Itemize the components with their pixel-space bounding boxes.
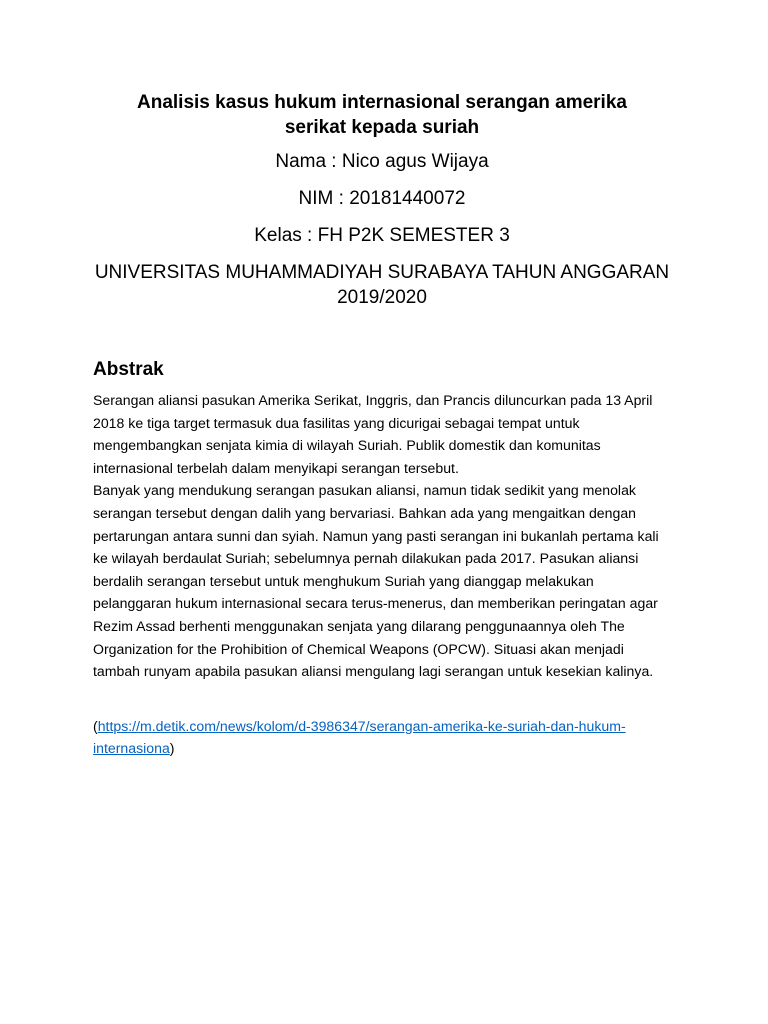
abstract-paragraph-2: Banyak yang mendukung serangan pasukan aliansi, namun tidak sedikit yang menolak serangan tersebut dengan dalih yang bervariasi. Bahkan ada yang mengaitkan dengan pertarungan antara sunni dan syiah. Namun yang pasti serangan ini bukanlah pertama kali ke wilayah berdaulat Suriah; sebelumnya pernah dilakukan pada 2017. Pasukan aliansi berdalih serangan tersebut untuk menghukum Suriah yang dianggap melakukan pelanggaran hukum internasional secara terus-menerus, dan memberikan peringatan agar Rezim Assad berhenti menggunakan senjata yang dilarang penggunaannya oleh The Organization for the Prohibition of Chemical Weapons (OPCW). Situasi akan menjadi tambah runyam apabila pasukan aliansi mengulang lagi serangan untuk kesekian kalinya. xyxy=(93,482,659,680)
author-name-line: Nama : Nico agus Wijaya xyxy=(275,151,489,172)
abstract-paragraph-1: Serangan aliansi pasukan Amerika Serikat, Inggris, dan Prancis diluncurkan pada 13 April 2018 ke tiga target termasuk dua fasilitas yang dicurigai sebagai tempat untuk mengembangkan senjata kimia di wilayah Suriah. Publik domestik dan komunitas internasional terbelah dalam menyikapi serangan tersebut. xyxy=(93,392,653,476)
class-line: Kelas : FH P2K SEMESTER 3 xyxy=(254,225,510,246)
reference-link[interactable]: https://m.detik.com/news/kolom/d-3986347/serangan-amerika-ke-suriah-dan-hukum-internasiona xyxy=(93,717,626,757)
reference-citation xyxy=(93,715,671,760)
title-block xyxy=(93,90,671,310)
reference-open-paren: ( xyxy=(93,717,98,734)
reference-close-paren: ) xyxy=(169,740,175,757)
abstract-body xyxy=(93,389,671,683)
student-id-line: NIM : 20181440072 xyxy=(298,188,466,209)
university-line: UNIVERSITAS MUHAMMADIYAH SURABAYA TAHUN ANGGARAN 2019/2020 xyxy=(94,262,670,308)
abstract-heading: Abstrak xyxy=(93,359,164,380)
document-title: Analisis kasus hukum internasional serangan amerika serikat kepada suriah xyxy=(137,92,627,138)
